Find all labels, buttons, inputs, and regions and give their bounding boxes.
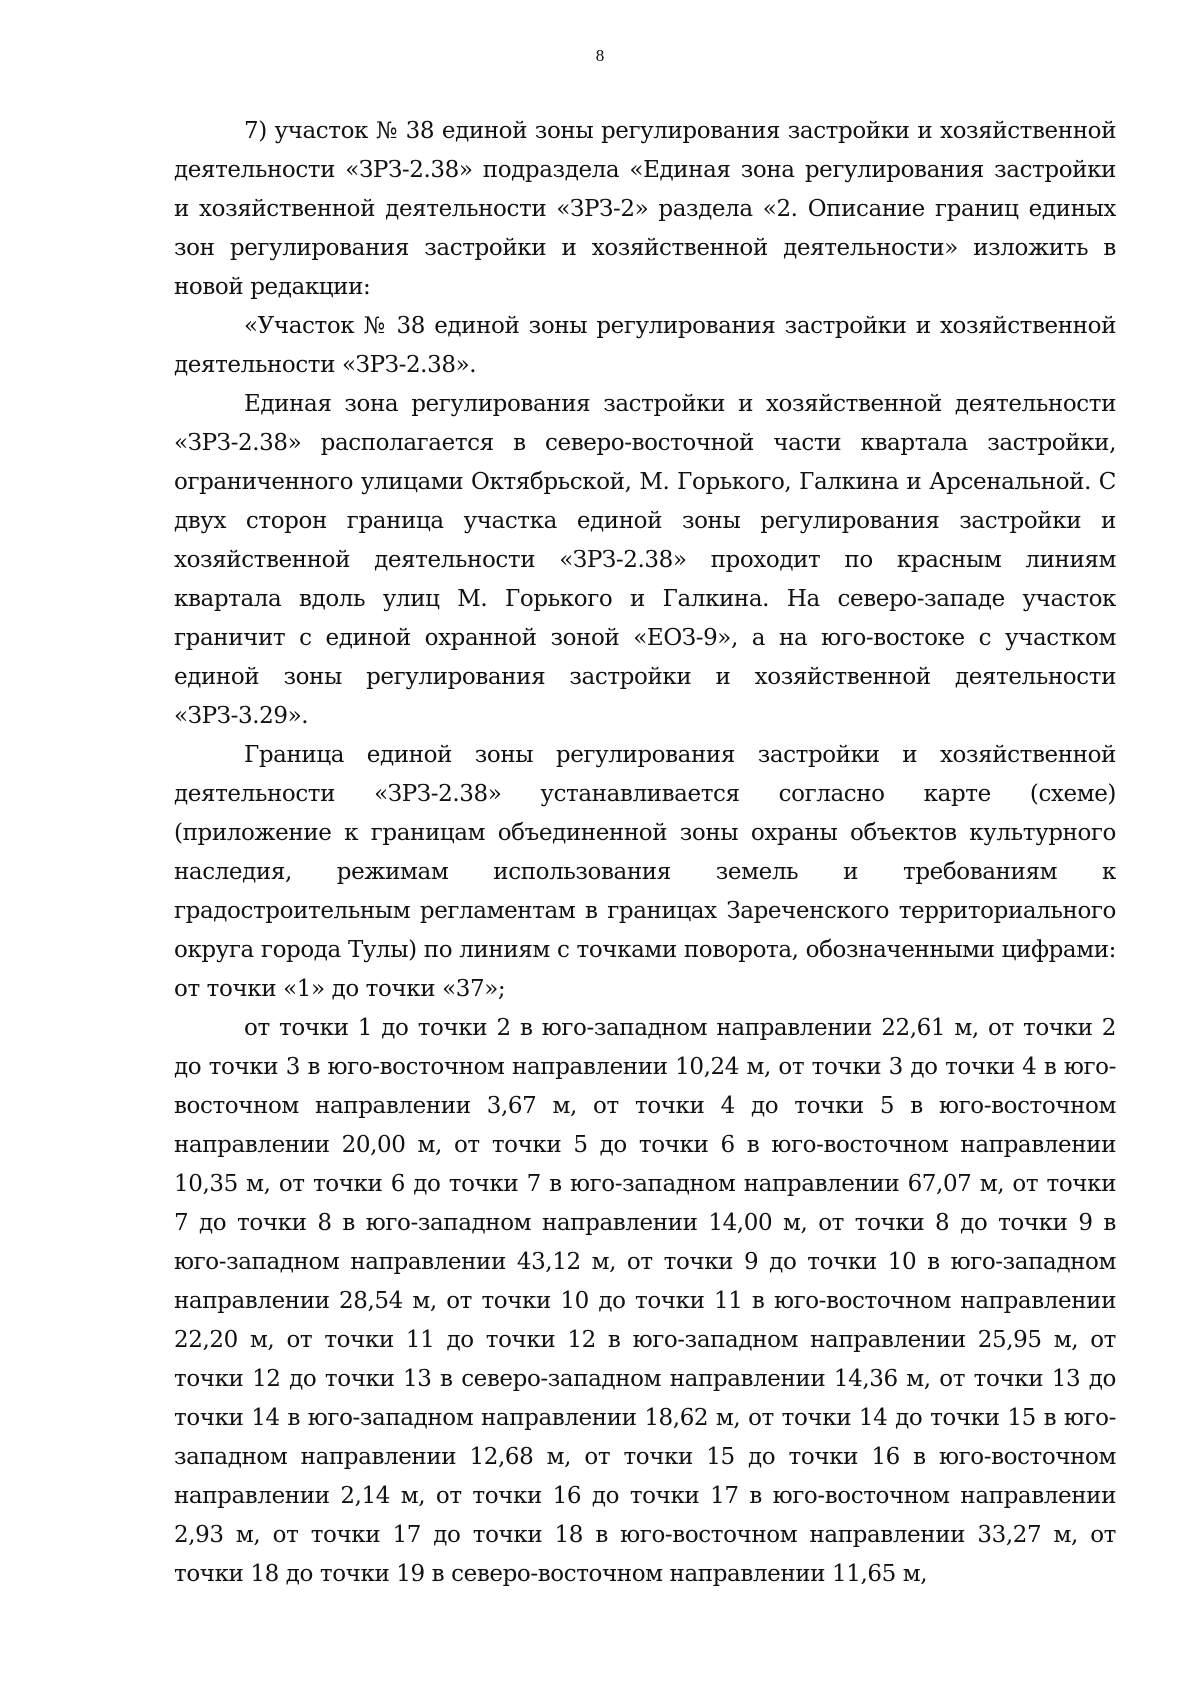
paragraph-boundary-definition: Граница единой зоны регулирования застройки и хозяйственной деятельности «ЗРЗ-2.38» устанавливается согласно карте (схеме) (приложение к границам объединенной зоны охраны объектов культурного наследия, режимам использования земель и требованиям к градостроительным регламентам в границах Зареченского территориального округа города Тулы) по линиям с точками поворота, обозначенными цифрами: от точки «1» до точки «37»; bbox=[174, 742, 1116, 1002]
document-body bbox=[174, 112, 1116, 1594]
paragraph-boundary-segments: от точки 1 до точки 2 в юго-западном направлении 22,61 м, от точки 2 до точки 3 в юго-восточном направлении 10,24 м, от точки 3 до точки 4 в юго-восточном направлении 3,67 м, от точки 4 до точки 5 в юго-восточном направлении 20,00 м, от точки 5 до точки 6 в юго-восточном направлении 10,35 м, от точки 6 до точки 7 в юго-западном направлении 67,07 м, от точки 7 до точки 8 в юго-западном направлении 14,00 м, от точки 8 до точки 9 в юго-западном направлении 43,12 м, от точки 9 до точки 10 в юго-западном направлении 28,54 м, от точки 10 до точки 11 в юго-восточном направлении 22,20 м, от точки 11 до точки 12 в юго-западном направлении 25,95 м, от точки 12 до точки 13 в северо-западном направлении 14,36 м, от точки 13 до точки 14 в юго-западном направлении 18,62 м, от точки 14 до точки 15 в юго-западном направлении 12,68 м, от точки 15 до точки 16 в юго-восточном направлении 2,14 м, от точки 16 до точки 17 в юго-восточном направлении 2,93 м, от точки 17 до точки 18 в юго-восточном направлении 33,27 м, от точки 18 до точки 19 в северо-восточном направлении 11,65 м, bbox=[174, 1015, 1116, 1587]
paragraph-section-heading: «Участок № 38 единой зоны регулирования застройки и хозяйственной деятельности «ЗРЗ-2.38». bbox=[174, 313, 1116, 378]
paragraph-zone-location: Единая зона регулирования застройки и хозяйственной деятельности «ЗРЗ-2.38» располагается в северо-восточной части квартала застройки, ограниченного улицами Октябрьской, М. Горького, Галкина и Арсенальной. С двух сторон граница участка единой зоны регулирования застройки и хозяйственной деятельности «ЗРЗ-2.38» проходит по красным линиям квартала вдоль улиц М. Горького и Галкина. На северо-западе участок граничит с единой охранной зоной «ЕОЗ-9», а на юго-востоке с участком единой зоны регулирования застройки и хозяйственной деятельности «ЗРЗ-3.29». bbox=[174, 391, 1116, 729]
page-number: 8 bbox=[595, 46, 605, 65]
paragraph-amendment-item-7: 7) участок № 38 единой зоны регулирования застройки и хозяйственной деятельности «ЗРЗ-2.38» подраздела «Единая зона регулирования застройки и хозяйственной деятельности «ЗРЗ-2» раздела «2. Описание границ единых зон регулирования застройки и хозяйственной деятельности» изложить в новой редакции: bbox=[174, 118, 1116, 300]
